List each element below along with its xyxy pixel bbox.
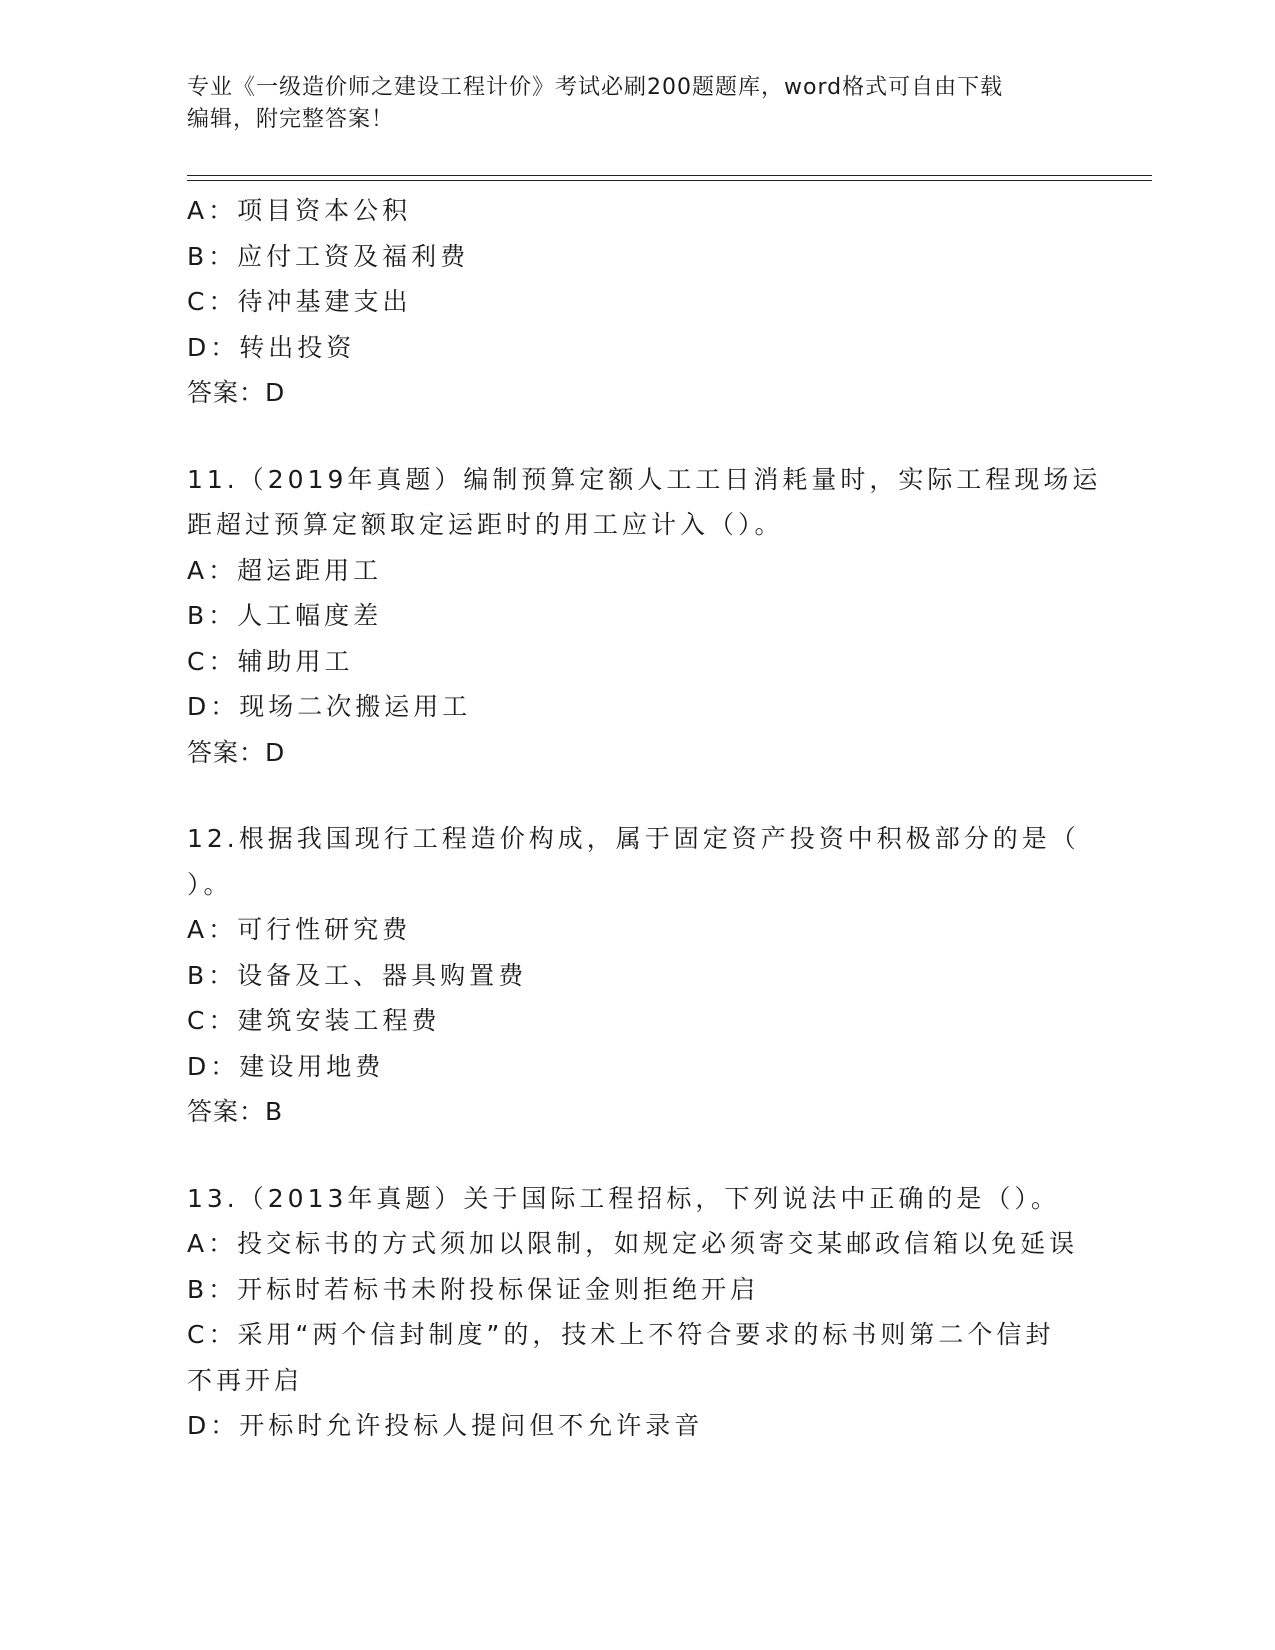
question-text-line: ）。 bbox=[187, 869, 233, 899]
option-b: B：开标时若标书未附投标保证金则拒绝开启 bbox=[187, 1274, 760, 1304]
question-text-line: 13.（2013年真题）关于国际工程招标，下列说法中正确的是（）。 bbox=[187, 1183, 1060, 1213]
option-c: C：辅助用工 bbox=[187, 646, 354, 676]
question-text-line: 12.根据我国现行工程造价构成，属于固定资产投资中积极部分的是（ bbox=[187, 824, 1080, 853]
option-a: A：项目资本公积 bbox=[187, 196, 412, 225]
option-d: D：建设用地费 bbox=[187, 1051, 385, 1081]
option-d: D：转出投资 bbox=[187, 332, 356, 362]
answer-line: 答案：D bbox=[187, 378, 286, 407]
answer-line: 答案：D bbox=[187, 737, 286, 767]
option-c: C：建筑安装工程费 bbox=[187, 1006, 441, 1035]
option-c: C：待冲基建支出 bbox=[187, 287, 412, 316]
option-d: D：开标时允许投标人提问但不允许录音 bbox=[187, 1411, 704, 1440]
question-block-11 bbox=[187, 457, 1102, 776]
question-text-line: 距超过预算定额取定运距时的用工应计入（）。 bbox=[187, 510, 784, 539]
option-d: D：现场二次搬运用工 bbox=[187, 692, 472, 721]
option-b: B：应付工资及福利费 bbox=[187, 241, 470, 271]
document-body bbox=[187, 188, 1102, 1449]
question-block-12 bbox=[187, 816, 1087, 1135]
option-a: A：超运距用工 bbox=[187, 555, 383, 585]
question-block-13 bbox=[187, 1176, 1087, 1449]
header-line-1: 专业《一级造价师之建设工程计价》考试必刷200题题库，word格式可自由下载 bbox=[187, 75, 1004, 100]
header-divider-top bbox=[187, 175, 1152, 176]
option-a: A：投交标书的方式须加以限制，如规定必须寄交某邮政信箱以免延误 bbox=[187, 1229, 1079, 1258]
question-block-10 bbox=[187, 188, 1087, 416]
question-text-line: 11.（2019年真题）编制预算定额人工工日消耗量时，实际工程现场运 bbox=[187, 464, 1102, 494]
header-line-2: 编辑，附完整答案！ bbox=[187, 107, 395, 132]
option-c: C：采用“两个信封制度”的，技术上不符合要求的标书则第二个信封 bbox=[187, 1320, 1055, 1349]
answer-line: 答案：B bbox=[187, 1097, 284, 1126]
document-header bbox=[187, 72, 1067, 136]
option-c-continued: 不再开启 bbox=[187, 1365, 304, 1395]
option-b: B：设备及工、器具购置费 bbox=[187, 960, 528, 990]
option-a: A：可行性研究费 bbox=[187, 915, 412, 944]
header-divider-bottom bbox=[187, 180, 1152, 181]
option-b: B：人工幅度差 bbox=[187, 601, 383, 630]
